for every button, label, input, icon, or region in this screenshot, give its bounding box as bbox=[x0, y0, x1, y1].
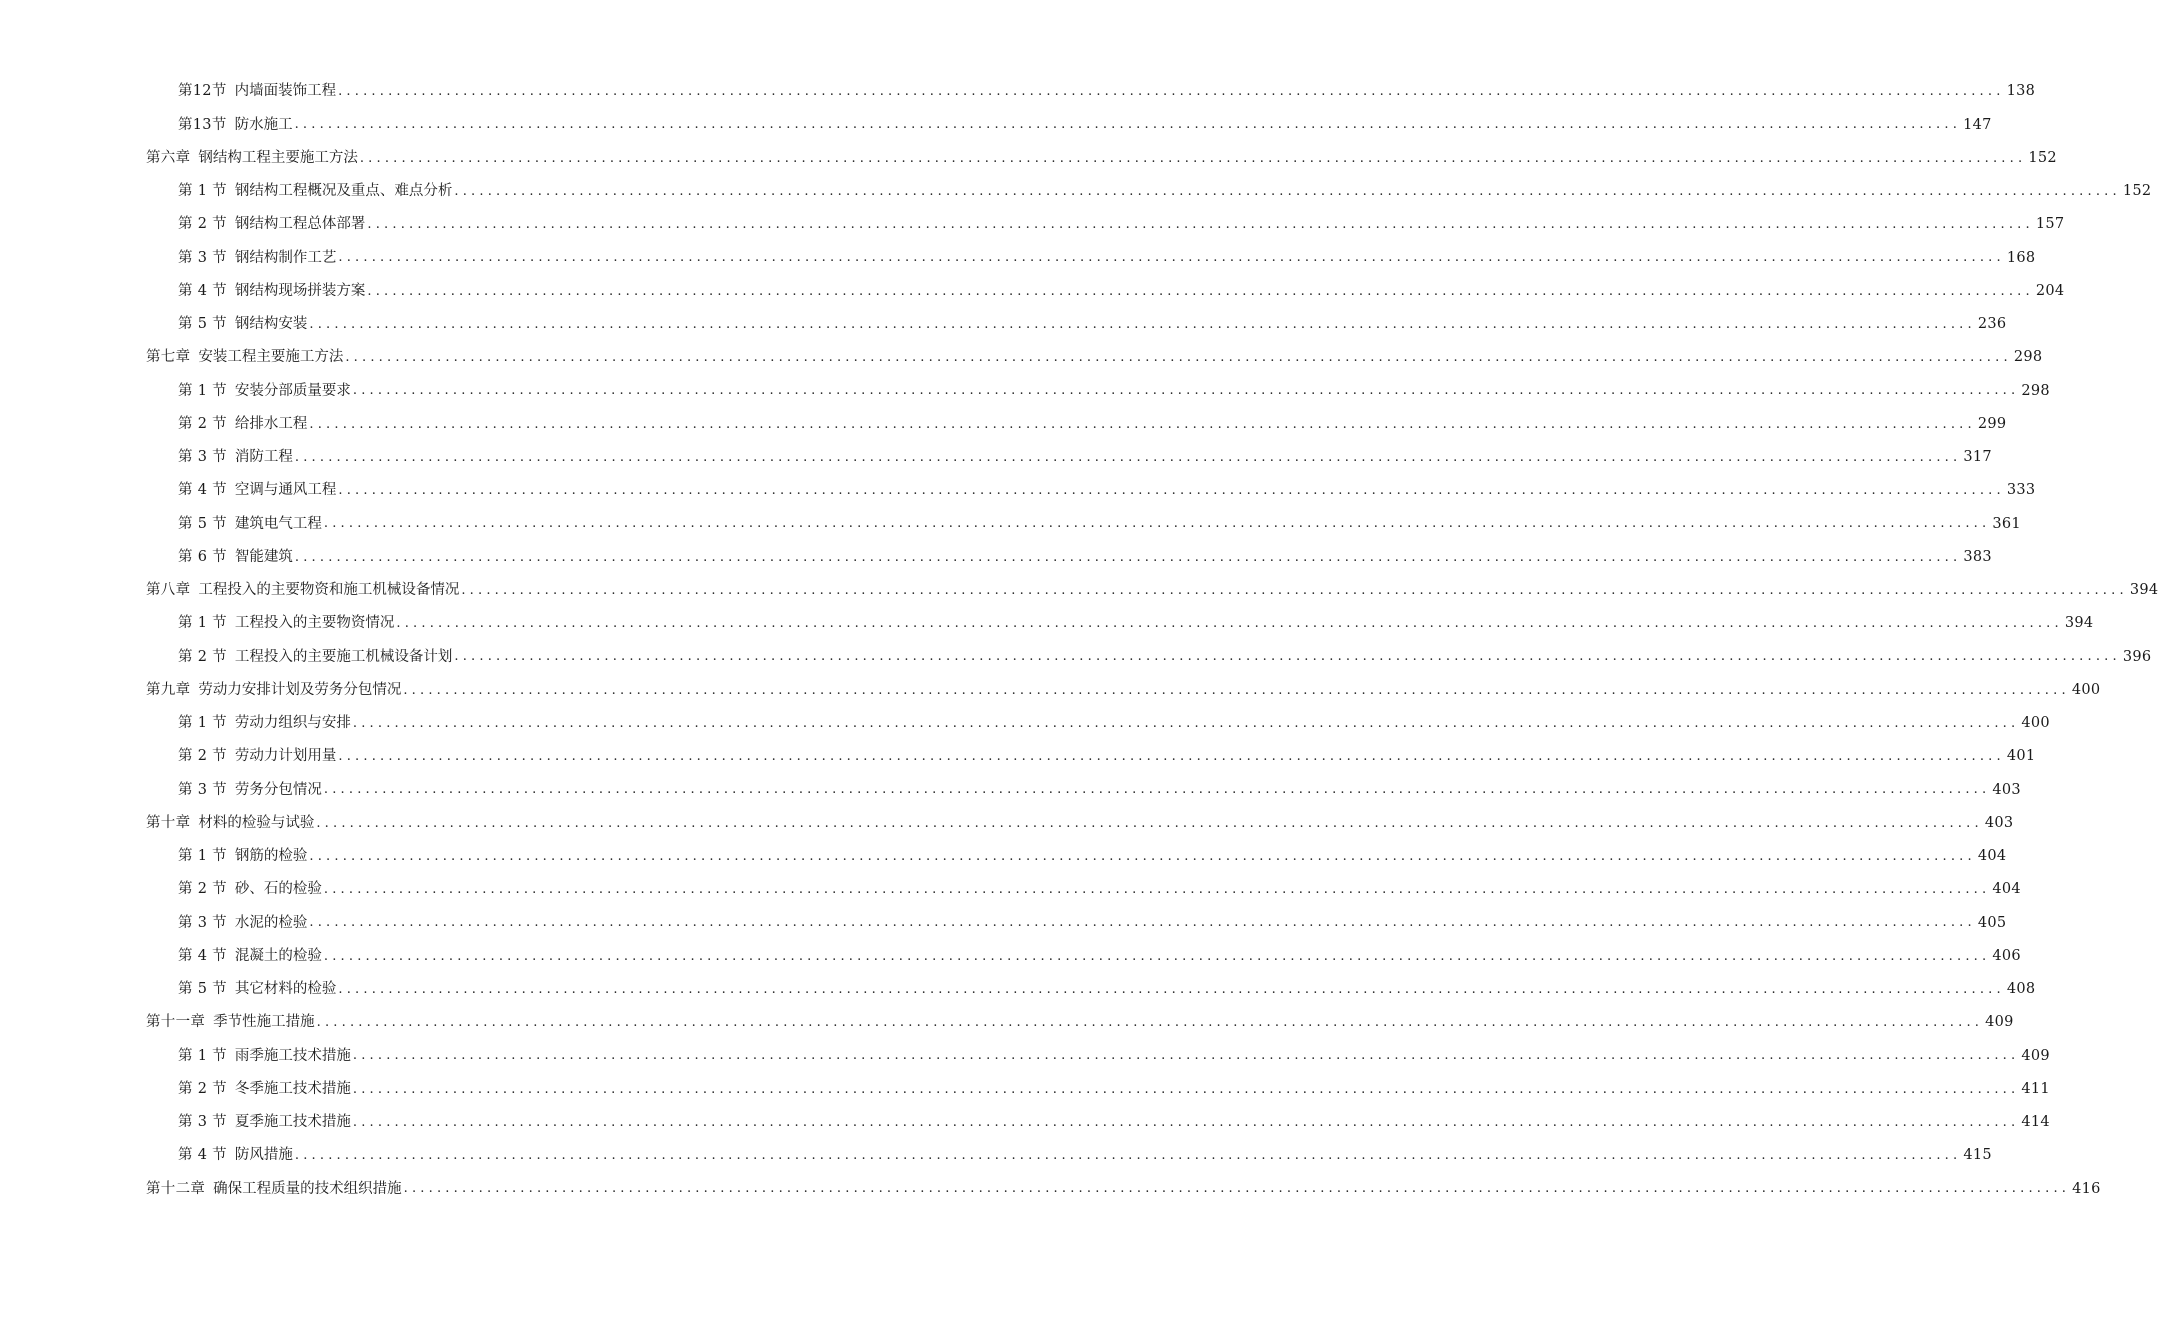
toc-page-number: 406 bbox=[1992, 947, 2021, 964]
toc-page-number: 204 bbox=[2035, 282, 2065, 299]
toc-dot-leader: ........................................................................................................................................................................................................ bbox=[309, 416, 1976, 432]
toc-entry-number: 第 1 节 bbox=[178, 183, 227, 200]
toc-section-entry[interactable] bbox=[0, 308, 2007, 341]
toc-page-number: 152 bbox=[2122, 183, 2152, 200]
toc-dot-leader: ........................................................................................................................................................................................................ bbox=[367, 283, 2034, 299]
toc-section-entry[interactable] bbox=[0, 507, 2021, 540]
toc-section-entry[interactable] bbox=[0, 1073, 2050, 1106]
toc-entry-title bbox=[178, 1082, 351, 1097]
toc-dot-leader: ........................................................................................................................................................................................................ bbox=[403, 1181, 2071, 1197]
toc-entry-title bbox=[178, 184, 452, 199]
toc-entry-text: 内墙面装饰工程 bbox=[234, 83, 337, 100]
toc-entry-text: 智能建筑 bbox=[234, 548, 293, 565]
toc-entry-title bbox=[146, 683, 401, 698]
toc-entry-number: 第六章 bbox=[146, 149, 191, 166]
toc-section-entry[interactable] bbox=[0, 275, 2065, 308]
toc-dot-leader: ........................................................................................................................................................................................................ bbox=[338, 84, 2005, 100]
toc-dot-leader: ........................................................................................................................................................................................................ bbox=[323, 782, 1991, 798]
toc-entry-title bbox=[178, 916, 307, 931]
toc-page-number: 383 bbox=[1963, 548, 1992, 565]
toc-entry-text: 材料的检验与试验 bbox=[198, 814, 315, 831]
toc-entry-text: 其它材料的检验 bbox=[234, 981, 337, 998]
toc-entry-title bbox=[178, 749, 336, 764]
toc-page-number: 157 bbox=[2035, 216, 2065, 233]
toc-chapter-entry[interactable] bbox=[0, 807, 2014, 840]
toc-page-number: 396 bbox=[2122, 648, 2152, 665]
toc-dot-leader: ........................................................................................................................................................................................................ bbox=[338, 749, 2005, 765]
toc-entry-number: 第七章 bbox=[146, 349, 191, 366]
toc-entry-title bbox=[178, 849, 307, 864]
toc-entry-number: 第 3 节 bbox=[178, 781, 227, 798]
toc-section-entry[interactable] bbox=[0, 441, 1992, 474]
toc-entry-number: 第13节 bbox=[178, 116, 227, 133]
toc-dot-leader: ........................................................................................................................................................................................................ bbox=[338, 483, 2005, 499]
toc-entry-title bbox=[178, 882, 322, 897]
toc-page-number: 403 bbox=[1984, 814, 2014, 831]
toc-section-entry[interactable] bbox=[0, 773, 2021, 806]
toc-dot-leader: ........................................................................................................................................................................................................ bbox=[309, 316, 1976, 332]
toc-entry-title bbox=[178, 616, 394, 631]
toc-entry-title bbox=[146, 1015, 315, 1030]
toc-page-number: 415 bbox=[1963, 1147, 1992, 1164]
toc-page-number: 416 bbox=[2072, 1180, 2101, 1197]
toc-entry-text: 防风措施 bbox=[234, 1147, 293, 1164]
toc-section-entry[interactable] bbox=[0, 108, 1992, 141]
toc-page-number: 394 bbox=[2064, 615, 2094, 632]
toc-entry-number: 第 4 节 bbox=[178, 947, 227, 964]
toc-page-number: 147 bbox=[1963, 116, 1992, 133]
toc-chapter-entry[interactable] bbox=[0, 574, 2158, 607]
toc-entry-title bbox=[146, 350, 343, 365]
toc-dot-leader: ........................................................................................................................................................................................................ bbox=[316, 1015, 1984, 1031]
toc-entry-text: 钢筋的检验 bbox=[234, 848, 308, 865]
toc-entry-text: 钢结构工程主要施工方法 bbox=[198, 149, 358, 166]
toc-page-number: 408 bbox=[2006, 981, 2036, 998]
toc-entry-number: 第十章 bbox=[146, 814, 191, 831]
toc-entry-text: 劳动力组织与安排 bbox=[234, 715, 351, 732]
toc-section-entry[interactable] bbox=[0, 707, 2050, 740]
toc-chapter-entry[interactable] bbox=[0, 341, 2043, 374]
toc-entry-number: 第 5 节 bbox=[178, 316, 227, 333]
toc-entry-title bbox=[178, 217, 365, 232]
toc-section-entry[interactable] bbox=[0, 973, 2036, 1006]
toc-entry-title bbox=[178, 716, 351, 731]
toc-page-number: 168 bbox=[2006, 249, 2036, 266]
toc-entry-title bbox=[178, 550, 293, 565]
toc-entry-title bbox=[178, 317, 307, 332]
toc-dot-leader: ........................................................................................................................................................................................................ bbox=[294, 449, 1962, 465]
toc-entry-number: 第 4 节 bbox=[178, 482, 227, 499]
toc-entry-title bbox=[146, 151, 358, 166]
toc-dot-leader: ........................................................................................................................................................................................................ bbox=[294, 117, 1962, 133]
toc-page-number: 298 bbox=[2021, 382, 2050, 399]
toc-section-entry[interactable] bbox=[0, 175, 2152, 208]
toc-entry-title bbox=[178, 982, 336, 997]
toc-page-number: 333 bbox=[2006, 482, 2036, 499]
toc-entry-title bbox=[178, 384, 351, 399]
toc-entry-text: 确保工程质量的技术组织措施 bbox=[213, 1180, 402, 1197]
toc-dot-leader: ........................................................................................................................................................................................................ bbox=[338, 981, 2005, 997]
toc-page-number: 298 bbox=[2013, 349, 2043, 366]
toc-dot-leader: ........................................................................................................................................................................................................ bbox=[359, 150, 2027, 166]
toc-dot-leader: ........................................................................................................................................................................................................ bbox=[338, 250, 2005, 266]
toc-entry-text: 钢结构工程总体部署 bbox=[234, 216, 366, 233]
toc-entry-number: 第 3 节 bbox=[178, 1114, 227, 1131]
toc-entry-number: 第 2 节 bbox=[178, 216, 227, 233]
toc-entry-title bbox=[146, 1182, 402, 1197]
toc-page-number: 317 bbox=[1963, 449, 1992, 466]
toc-section-entry[interactable] bbox=[0, 241, 2036, 274]
toc-entry-number: 第八章 bbox=[146, 582, 191, 599]
toc-entry-number: 第 1 节 bbox=[178, 615, 227, 632]
toc-entry-number: 第 2 节 bbox=[178, 1080, 227, 1097]
toc-entry-number: 第 1 节 bbox=[178, 715, 227, 732]
toc-section-entry[interactable] bbox=[0, 1139, 1992, 1172]
toc-entry-number: 第 3 节 bbox=[178, 914, 227, 931]
toc-chapter-entry[interactable] bbox=[0, 1006, 2014, 1039]
toc-entry-number: 第 5 节 bbox=[178, 515, 227, 532]
toc-section-entry[interactable] bbox=[0, 940, 2021, 973]
toc-entry-number: 第 2 节 bbox=[178, 748, 227, 765]
toc-page-number: 409 bbox=[2021, 1047, 2050, 1064]
toc-entry-number: 第十二章 bbox=[146, 1180, 206, 1197]
toc-section-entry[interactable] bbox=[0, 374, 2050, 407]
toc-chapter-entry[interactable] bbox=[0, 142, 2057, 175]
toc-entry-number: 第 4 节 bbox=[178, 1147, 227, 1164]
toc-page-number: 361 bbox=[1992, 515, 2021, 532]
toc-dot-leader: ........................................................................................................................................................................................................ bbox=[323, 948, 1991, 964]
toc-page-number: 405 bbox=[1977, 914, 2007, 931]
toc-entry-text: 钢结构安装 bbox=[234, 316, 308, 333]
toc-page-number: 411 bbox=[2021, 1080, 2050, 1097]
toc-entry-title bbox=[178, 1049, 351, 1064]
toc-entry-number: 第 1 节 bbox=[178, 382, 227, 399]
toc-dot-leader: ........................................................................................................................................................................................................ bbox=[323, 882, 1991, 898]
toc-dot-leader: ........................................................................................................................................................................................................ bbox=[323, 516, 1991, 532]
toc-entry-title bbox=[146, 816, 314, 831]
toc-entry-text: 工程投入的主要物资和施工机械设备情况 bbox=[198, 582, 460, 599]
toc-entry-text: 水泥的检验 bbox=[234, 914, 308, 931]
toc-dot-leader: ........................................................................................................................................................................................................ bbox=[403, 682, 2070, 698]
toc-entry-text: 工程投入的主要物资情况 bbox=[234, 615, 395, 632]
toc-page-number: 138 bbox=[2006, 83, 2036, 100]
toc-entry-title bbox=[178, 417, 307, 432]
toc-section-entry[interactable] bbox=[0, 1106, 2050, 1139]
toc-entry-number: 第九章 bbox=[146, 681, 191, 698]
toc-page-number: 404 bbox=[1977, 848, 2007, 865]
toc-dot-leader: ........................................................................................................................................................................................................ bbox=[454, 183, 2121, 199]
toc-entry-text: 混凝土的检验 bbox=[234, 947, 322, 964]
toc-dot-leader: ........................................................................................................................................................................................................ bbox=[294, 1148, 1962, 1164]
toc-entry-number: 第 2 节 bbox=[178, 881, 227, 898]
toc-section-entry[interactable] bbox=[0, 1039, 2050, 1072]
toc-entry-number: 第 3 节 bbox=[178, 249, 227, 266]
toc-entry-text: 劳动力安排计划及劳务分包情况 bbox=[198, 681, 402, 698]
toc-dot-leader: ........................................................................................................................................................................................................ bbox=[352, 1081, 2020, 1097]
toc-page-number: 299 bbox=[1977, 415, 2007, 432]
toc-entry-text: 安装分部质量要求 bbox=[234, 382, 351, 399]
toc-entry-number: 第 4 节 bbox=[178, 282, 227, 299]
toc-entry-text: 钢结构制作工艺 bbox=[234, 249, 337, 266]
toc-dot-leader: ........................................................................................................................................................................................................ bbox=[461, 582, 2128, 598]
toc-section-entry[interactable] bbox=[0, 208, 2065, 241]
toc-entry-text: 季节性施工措施 bbox=[213, 1014, 315, 1031]
toc-page-number: 409 bbox=[1985, 1014, 2014, 1031]
toc-entry-title bbox=[178, 783, 322, 798]
toc-page-number: 401 bbox=[2006, 748, 2036, 765]
toc-dot-leader: ........................................................................................................................................................................................................ bbox=[367, 217, 2034, 233]
toc-section-entry[interactable] bbox=[0, 474, 2036, 507]
toc-entry-text: 劳动力计划用量 bbox=[234, 748, 337, 765]
toc-dot-leader: ........................................................................................................................................................................................................ bbox=[316, 815, 1983, 831]
toc-entry-number: 第 6 节 bbox=[178, 548, 227, 565]
toc-page-number: 403 bbox=[1992, 781, 2021, 798]
toc-dot-leader: ........................................................................................................................................................................................................ bbox=[352, 1048, 2020, 1064]
toc-entry-title bbox=[146, 583, 459, 598]
toc-entry-text: 夏季施工技术措施 bbox=[234, 1114, 351, 1131]
toc-entry-number: 第 2 节 bbox=[178, 648, 227, 665]
toc-entry-text: 安装工程主要施工方法 bbox=[198, 349, 344, 366]
toc-entry-text: 雨季施工技术措施 bbox=[234, 1047, 351, 1064]
toc-entry-number: 第12节 bbox=[178, 83, 227, 100]
toc-page-number: 152 bbox=[2028, 149, 2057, 166]
toc-page-number: 400 bbox=[2071, 681, 2101, 698]
table-of-contents bbox=[0, 75, 2158, 1206]
toc-dot-leader: ........................................................................................................................................................................................................ bbox=[454, 649, 2121, 665]
toc-dot-leader: ........................................................................................................................................................................................................ bbox=[309, 915, 1976, 931]
toc-entry-text: 建筑电气工程 bbox=[234, 515, 322, 532]
toc-dot-leader: ........................................................................................................................................................................................................ bbox=[352, 715, 2020, 731]
toc-entry-title bbox=[178, 949, 322, 964]
toc-entry-text: 工程投入的主要施工机械设备计划 bbox=[234, 648, 453, 665]
toc-entry-number: 第 1 节 bbox=[178, 1047, 227, 1064]
toc-entry-text: 空调与通风工程 bbox=[234, 482, 337, 499]
toc-entry-title bbox=[178, 450, 293, 465]
toc-page-number: 236 bbox=[1977, 316, 2007, 333]
toc-entry-title bbox=[178, 284, 365, 299]
toc-entry-title bbox=[178, 251, 336, 266]
toc-entry-text: 防水施工 bbox=[234, 116, 293, 133]
toc-section-entry[interactable] bbox=[0, 906, 2007, 939]
toc-entry-title bbox=[178, 84, 336, 99]
toc-section-entry[interactable] bbox=[0, 640, 2152, 673]
toc-entry-number: 第 2 节 bbox=[178, 415, 227, 432]
toc-entry-text: 冬季施工技术措施 bbox=[234, 1080, 351, 1097]
toc-chapter-entry[interactable] bbox=[0, 1172, 2101, 1205]
toc-chapter-entry[interactable] bbox=[0, 674, 2101, 707]
toc-page-number: 400 bbox=[2021, 715, 2050, 732]
toc-section-entry[interactable] bbox=[0, 408, 2007, 441]
toc-page-number: 404 bbox=[1992, 881, 2021, 898]
toc-page-number: 394 bbox=[2129, 582, 2158, 599]
toc-entry-text: 消防工程 bbox=[234, 449, 293, 466]
toc-entry-text: 给排水工程 bbox=[234, 415, 308, 432]
toc-entry-text: 钢结构现场拼装方案 bbox=[234, 282, 366, 299]
toc-section-entry[interactable] bbox=[0, 75, 2036, 108]
toc-entry-title bbox=[178, 517, 322, 532]
toc-dot-leader: ........................................................................................................................................................................................................ bbox=[345, 350, 2012, 366]
toc-entry-title bbox=[178, 1115, 351, 1130]
toc-section-entry[interactable] bbox=[0, 740, 2036, 773]
toc-section-entry[interactable] bbox=[0, 873, 2021, 906]
toc-section-entry[interactable] bbox=[0, 840, 2007, 873]
toc-entry-title bbox=[178, 1148, 293, 1163]
toc-dot-leader: ........................................................................................................................................................................................................ bbox=[309, 848, 1976, 864]
toc-page-number: 414 bbox=[2021, 1114, 2050, 1131]
toc-entry-number: 第 5 节 bbox=[178, 981, 227, 998]
toc-entry-title bbox=[178, 483, 336, 498]
toc-entry-title bbox=[178, 118, 293, 133]
toc-section-entry[interactable] bbox=[0, 607, 2094, 640]
toc-section-entry[interactable] bbox=[0, 541, 1992, 574]
toc-dot-leader: ........................................................................................................................................................................................................ bbox=[396, 616, 2063, 632]
toc-entry-title bbox=[178, 650, 452, 665]
toc-entry-text: 砂、石的检验 bbox=[234, 881, 322, 898]
toc-entry-number: 第 3 节 bbox=[178, 449, 227, 466]
toc-dot-leader: ........................................................................................................................................................................................................ bbox=[294, 549, 1962, 565]
toc-entry-text: 劳务分包情况 bbox=[234, 781, 322, 798]
toc-entry-number: 第十一章 bbox=[146, 1014, 206, 1031]
toc-dot-leader: ........................................................................................................................................................................................................ bbox=[352, 1114, 2020, 1130]
toc-entry-text: 钢结构工程概况及重点、难点分析 bbox=[234, 183, 453, 200]
toc-entry-number: 第 1 节 bbox=[178, 848, 227, 865]
toc-dot-leader: ........................................................................................................................................................................................................ bbox=[352, 383, 2020, 399]
